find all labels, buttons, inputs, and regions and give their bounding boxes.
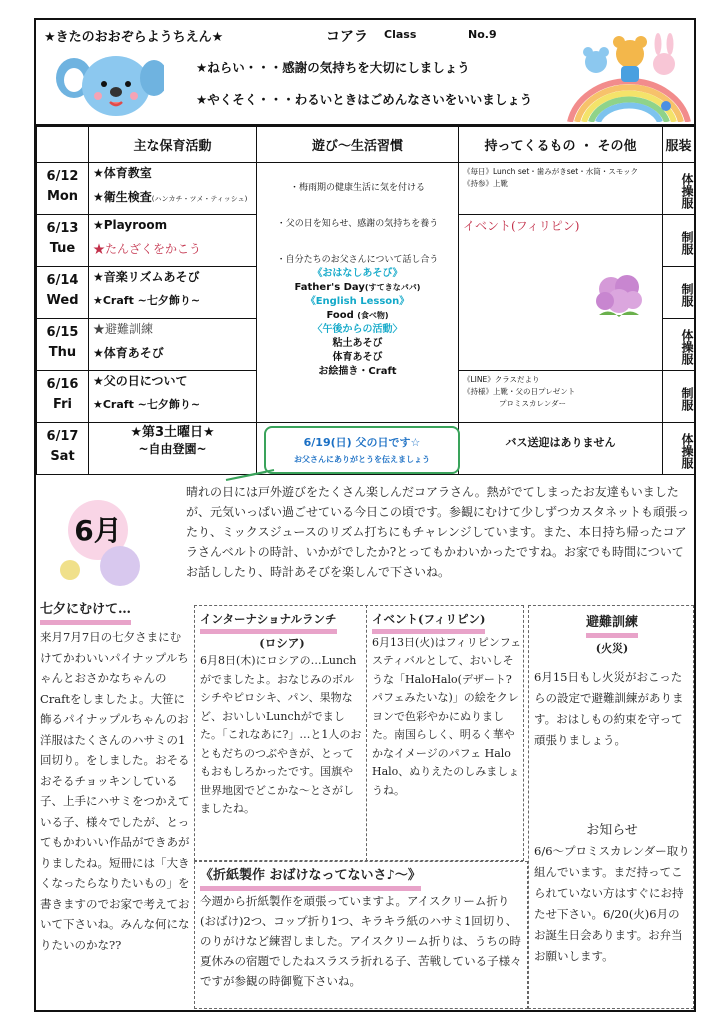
- lunch-title: インターナショナルランチ: [200, 610, 337, 634]
- bubble-tail: [216, 468, 276, 482]
- activity-2: ★たんざくをかこう: [93, 242, 202, 256]
- koala-icon: [54, 48, 164, 120]
- bubble-line-2: お父さんにありがとうを伝えましょう: [294, 455, 430, 464]
- bring-item: 《持参》上靴: [463, 179, 508, 188]
- tanabata-title: 七夕にむけて…: [40, 600, 131, 625]
- class-name: コアラ: [326, 29, 368, 45]
- day-date: 6/16: [46, 377, 79, 392]
- tanabata-section: [40, 600, 190, 955]
- corner-cell: [37, 127, 89, 163]
- day-weekday: Tue: [49, 241, 76, 256]
- notice-title: お知らせ: [586, 823, 638, 838]
- origami-section: [200, 866, 524, 991]
- header-play: 遊び〜生活習慣: [257, 127, 459, 163]
- dress-cell: 制服: [663, 267, 695, 319]
- origami-title: 《折紙製作 おばけなってないさ♪〜》: [200, 866, 421, 891]
- activity-1: ★第3土曜日★: [130, 425, 215, 440]
- lunch-section: [200, 610, 364, 819]
- dress-cell: 制服: [663, 371, 695, 423]
- notice-section: [534, 820, 690, 967]
- intro-paragraph: 晴れの日には戸外遊びをたくさん楽しんだコアラさん。熱がでてしまったお友達もいましたが、元気いっぱい過ごせている今日この頃です。参観にむけて少しずつカスタネットも頑張ったり、ミックスジュースのリズム打ちにもチャレンジしています。また、本日持ち帰ったコアラさんベルトの時計、いかがでしたか?とってもかわいかったですね。お家でも時間についてお話ししたり、時計あそびを楽しんで下さいね。: [186, 485, 690, 579]
- weekly-schedule-table: [36, 126, 695, 475]
- day-weekday: Thu: [48, 345, 77, 360]
- header: [36, 20, 694, 126]
- food-jp: (食べ物): [357, 311, 389, 320]
- play-habits-cell: [257, 163, 459, 423]
- english-heading: 《English Lesson》: [305, 296, 410, 307]
- dress-cell: 体操服: [663, 163, 695, 215]
- tanabata-body: 来月7月7日の七夕さまにむけてかわいいパイナップルちゃんとおさかなちゃんのCraftをしましたよ。大笹に飾るパイナップルちゃんのお洋服はたくさんのハサミの1回切り。をしました。おそるおそるチョッキンしている子、上手にハサミをつかえている子、様々でしたが、とってもかわいい作品ができあがりましたね。短冊には「大きくなったらなりたいもの」を書きますのでお家で考えておいて下さいね。みんな何になりたいのかな??: [40, 630, 190, 952]
- month-badge-icon: [50, 490, 150, 590]
- issue-number: No.9: [468, 28, 497, 41]
- activity-1: ★音楽リズムあそび: [93, 270, 200, 284]
- event-section: [372, 610, 522, 800]
- event-title: イベント(フィリピン): [372, 610, 485, 634]
- bring-item: バス送迎はありません: [459, 423, 663, 475]
- activity-2: ★衛生検査: [93, 190, 152, 204]
- aim-text: ★ねらい・・・感謝の気持ちを大切にしましょう: [196, 60, 470, 75]
- activity-2: ★Craft ~七夕飾り~: [93, 398, 201, 411]
- lunch-subtitle: (ロシア): [259, 635, 305, 650]
- ohanashi-heading: 《おはなしあそび》: [312, 268, 403, 279]
- activity-2-note: (ハンカチ・ツメ・ティッシュ): [151, 195, 248, 203]
- day-weekday: Mon: [46, 189, 79, 204]
- origami-body: 今週から折紙製作を頑張っていますよ。アイスクリーム折り(おばけ)2つ、コップ折り1つ、キラキラ紙のハサミ1回切り、のりがけなど練習しました。アイスクリーム折りは、うちの時夏休みの宿題でしたねスラスラ折れる子、苦戦している子様々ですが参観の時御覧下さいね。: [200, 894, 522, 988]
- drill-title: 避難訓練: [586, 612, 638, 638]
- habit-line: ・梅雨期の健康生活に気を付ける: [289, 183, 425, 193]
- header-dress: 服装: [663, 127, 695, 163]
- day-date: 6/17: [46, 429, 79, 444]
- dress-cell: 体操服: [663, 423, 695, 475]
- bring-item: 《毎日》Lunch set・歯みがきset・水筒・スモック: [463, 167, 639, 176]
- promise-text: ★やくそく・・・わるいときはごめんなさいをいいましょう: [196, 92, 533, 107]
- fathers-day-jp: (すてきなパパ): [364, 283, 421, 292]
- lunch-body: 6月8日(木)にロシアの…Lunchがでましたよ。おなじみのボルシチやピロシキ、パン、果物など、おいしいLunchがでました。「これなあに?」…と1人のおともだちのつぶやきが、とってもおもしろかったです。国旗や世界地図でどこかな〜とさがしましたね。: [200, 654, 362, 815]
- food-title: Food: [326, 310, 354, 321]
- activity-1: ★父の日について: [93, 374, 188, 388]
- activity-2: ★体育あそび: [93, 346, 164, 360]
- table-row: [37, 163, 695, 215]
- middle-divider: [366, 605, 367, 861]
- drill-body: 6月15日もし火災がおこったらの設定で避難訓練があります。おはしもの約束を守って頑張りましょう。: [534, 670, 684, 747]
- school-name: ★きたのおおぞらようちえん★: [44, 30, 224, 45]
- afternoon-heading: 〈午後からの活動〉: [312, 324, 403, 335]
- rainbow-animals-icon: [566, 24, 692, 122]
- day-date: 6/14: [46, 273, 79, 288]
- day-weekday: Sat: [50, 449, 75, 464]
- activity-1: ★避難訓練: [93, 322, 154, 336]
- class-word: Class: [384, 28, 417, 41]
- day-date: 6/13: [46, 221, 79, 236]
- bring-item: イベント(フィリピン): [463, 219, 580, 233]
- afternoon-activity: お絵描き・Craft: [318, 366, 397, 377]
- habit-line: ・自分たちのお父さんについて話し合う: [276, 255, 439, 265]
- dress-cell: 制服: [663, 215, 695, 267]
- activity-1: ★体育教室: [93, 166, 152, 180]
- header-bring: 持ってくるもの ・ その他: [459, 127, 663, 163]
- bring-item: 《LINE》クラスだより: [463, 375, 540, 384]
- activity-1: ★Playroom: [93, 218, 168, 232]
- drill-section: [534, 612, 690, 751]
- day-date: 6/12: [46, 169, 79, 184]
- bubble-line-1: 6/19(日) 父の日です☆: [303, 436, 421, 449]
- afternoon-activity: 粘土あそび: [332, 338, 383, 349]
- day-weekday: Fri: [53, 397, 72, 412]
- notice-body: 6/6〜プロミスカレンダー取り組んでいます。まだ持ってこられていない方はすぐにお持たせ下さい。6/20(火)6月のお誕生日会あります。お弁当お願いします。: [534, 844, 690, 963]
- habit-line: ・父の日を知らせ、感謝の気持ちを養う: [276, 219, 439, 229]
- fathers-day-bubble: [264, 426, 460, 474]
- header-activities: 主な保育活動: [89, 127, 257, 163]
- newsletter-sheet: [34, 18, 696, 1012]
- event-body: 6月13日(火)はフィリピンフェスティバルとして、おいしそうな「HaloHalo(デザート? パフェみたいな)」の絵をクレヨンで色彩やかにぬりました。南国らしく、明るく華やかなイメージのパフェ Halo Halo、ぬりえたのしみましょうね。: [372, 635, 522, 797]
- day-weekday: Wed: [46, 293, 79, 308]
- day-date: 6/15: [46, 325, 79, 340]
- hydrangea-icon: [589, 267, 649, 325]
- drill-subtitle: (火災): [595, 642, 629, 655]
- afternoon-activity: 体育あそび: [332, 352, 383, 363]
- month-label: 6月: [74, 514, 122, 547]
- activity-2: ★Craft ~七夕飾り~: [93, 294, 201, 307]
- activity-2: ~自由登園~: [138, 442, 207, 456]
- fathers-day-title: Father's Day: [294, 282, 365, 293]
- dress-cell: 体操服: [663, 319, 695, 371]
- bring-item: プロミスカレンダー: [499, 399, 567, 408]
- bring-item: 《持様》上靴・父の日プレゼント: [463, 387, 576, 396]
